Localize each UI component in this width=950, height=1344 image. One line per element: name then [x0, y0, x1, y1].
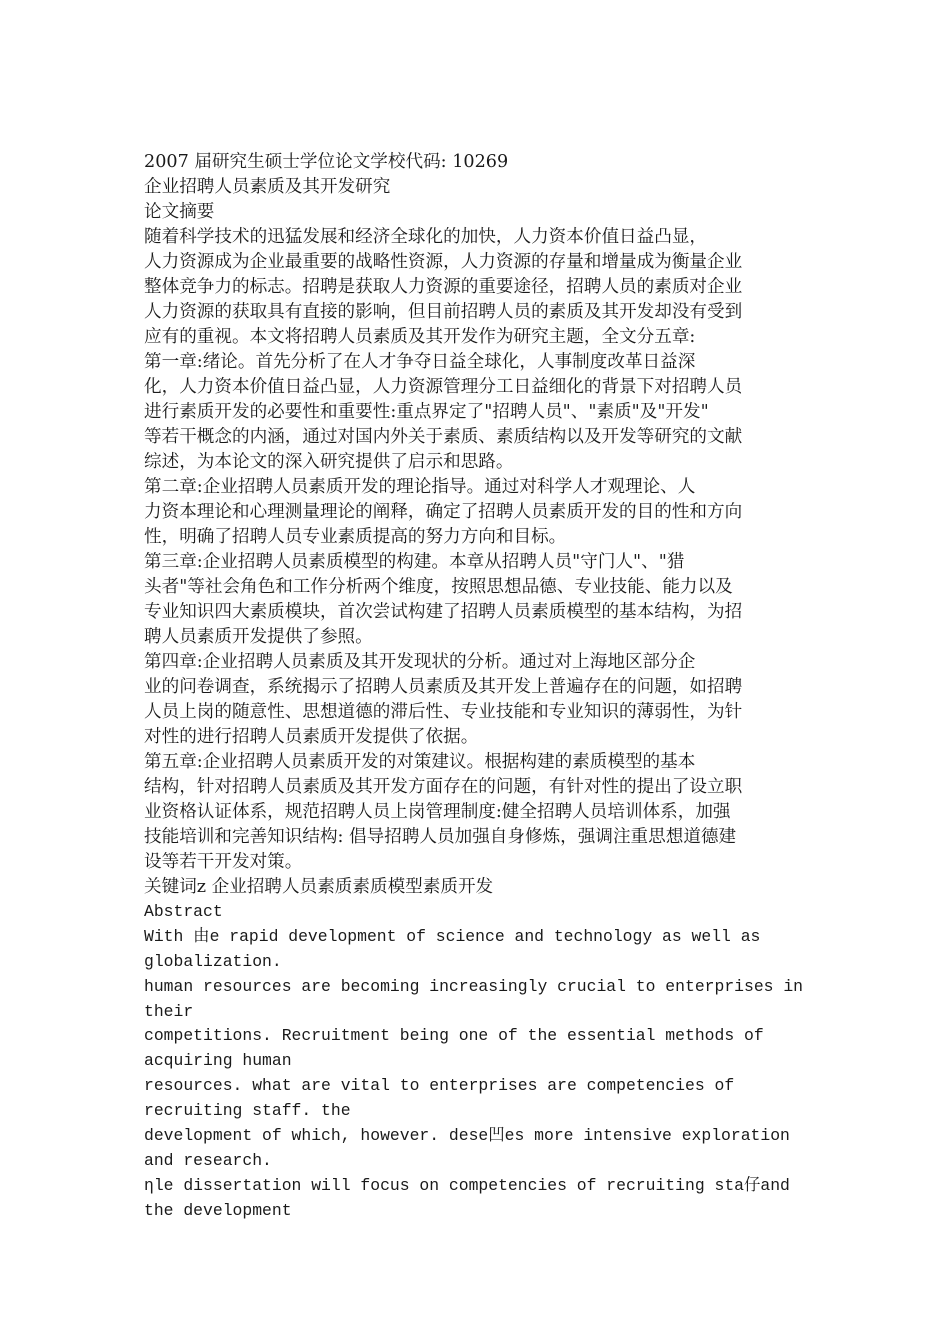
text-line: 第二章:企业招聘人员素质开发的理论指导。通过对科学人才观理论、人	[144, 477, 696, 497]
text-line: 人力资源的获取具有直接的影响，但目前招聘人员的素质及其开发却没有受到	[144, 302, 743, 322]
text-line: 头者"等社会角色和工作分析两个维度，按照思想品德、专业技能、能力以及	[144, 577, 733, 597]
text-line: the development	[144, 1200, 292, 1220]
document-page	[144, 150, 804, 1224]
text-line: 应有的重视。本文将招聘人员素质及其开发作为研究主题，全文分五章:	[144, 327, 696, 347]
text-line: 第四章:企业招聘人员素质及其开发现状的分析。通过对上海地区部分企	[144, 652, 696, 672]
text-line: 业的问卷调查，系统揭示了招聘人员素质及其开发上普遍存在的问题，如招聘	[144, 677, 743, 697]
thesis-title: 企业招聘人员素质及其开发研究	[144, 177, 391, 197]
text-line: their	[144, 1001, 194, 1021]
text-line: 等若干概念的内涵，通过对国内外关于素质、素质结构以及开发等研究的文献	[144, 427, 743, 447]
abstract-body-cn	[144, 225, 804, 900]
text-line: 随着科学技术的迅猛发展和经济全球化的加快，人力资本价值日益凸显，	[144, 227, 708, 247]
text-line: ηle dissertation will focus on competencies of recruiting sta仔and	[144, 1175, 790, 1195]
abstract-heading-cn: 论文摘要	[144, 202, 215, 222]
text-line: With 由e rapid development of science and technology as well as	[144, 926, 761, 946]
text-line: 技能培训和完善知识结构: 倡导招聘人员加强自身修炼，强调注重思想道德建	[144, 827, 737, 847]
keywords-line: 关键词z 企业招聘人员素质素质模型素质开发	[144, 877, 494, 897]
text-line: 人力资源成为企业最重要的战略性资源，人力资源的存量和增量成为衡量企业	[144, 252, 743, 272]
text-line: 专业知识四大素质模块，首次尝试构建了招聘人员素质模型的基本结构，为招	[144, 602, 743, 622]
text-line: 性，明确了招聘人员专业素质提高的努力方向和目标。	[144, 527, 567, 547]
text-line: 第三章:企业招聘人员素质模型的构建。本章从招聘人员"守门人"、"猎	[144, 552, 685, 572]
text-line: and research.	[144, 1150, 272, 1170]
text-line: 第一章:绪论。首先分析了在人才争夺日益全球化，人事制度改革日益深	[144, 352, 696, 372]
text-line: acquiring human	[144, 1051, 292, 1071]
text-line: human resources are becoming increasingly crucial to enterprises in	[144, 976, 804, 996]
text-line: 第五章:企业招聘人员素质开发的对策建议。根据构建的素质模型的基本	[144, 752, 696, 772]
text-line: resources. what are vital to enterprises are competencies of	[144, 1076, 735, 1096]
text-line: 综述，为本论文的深入研究提供了启示和思路。	[144, 452, 514, 472]
abstract-body-en	[144, 925, 804, 1224]
text-line: 整体竞争力的标志。招聘是获取人力资源的重要途径，招聘人员的素质对企业	[144, 277, 743, 297]
text-line: 设等若干开发对策。	[144, 852, 303, 872]
text-line: globalization.	[144, 951, 282, 971]
abstract-heading-en: Abstract	[144, 902, 223, 921]
text-line: 力资本理论和心理测量理论的阐释，确定了招聘人员素质开发的目的性和方向	[144, 502, 743, 522]
text-line: competitions. Recruitment being one of the essential methods of	[144, 1026, 764, 1046]
text-line: 进行素质开发的必要性和重要性:重点界定了"招聘人员"、"素质"及"开发"	[144, 402, 709, 422]
thesis-header-line: 2007 届研究生硕士学位论文学校代码: 10269	[144, 152, 509, 172]
text-line: development of which, however. dese凹es more intensive exploration	[144, 1126, 790, 1146]
text-line: 结构，针对招聘人员素质及其开发方面存在的问题，有针对性的提出了设立职	[144, 777, 743, 797]
text-line: 对性的进行招聘人员素质开发提供了依据。	[144, 727, 479, 747]
text-line: 聘人员素质开发提供了参照。	[144, 627, 373, 647]
text-line: 人员上岗的随意性、思想道德的滞后性、专业技能和专业知识的薄弱性，为针	[144, 702, 743, 722]
text-line: 化，人力资本价值日益凸显，人力资源管理分工日益细化的背景下对招聘人员	[144, 377, 743, 397]
text-line: 业资格认证体系，规范招聘人员上岗管理制度:健全招聘人员培训体系，加强	[144, 802, 731, 822]
text-line: recruiting staff. the	[144, 1101, 351, 1121]
